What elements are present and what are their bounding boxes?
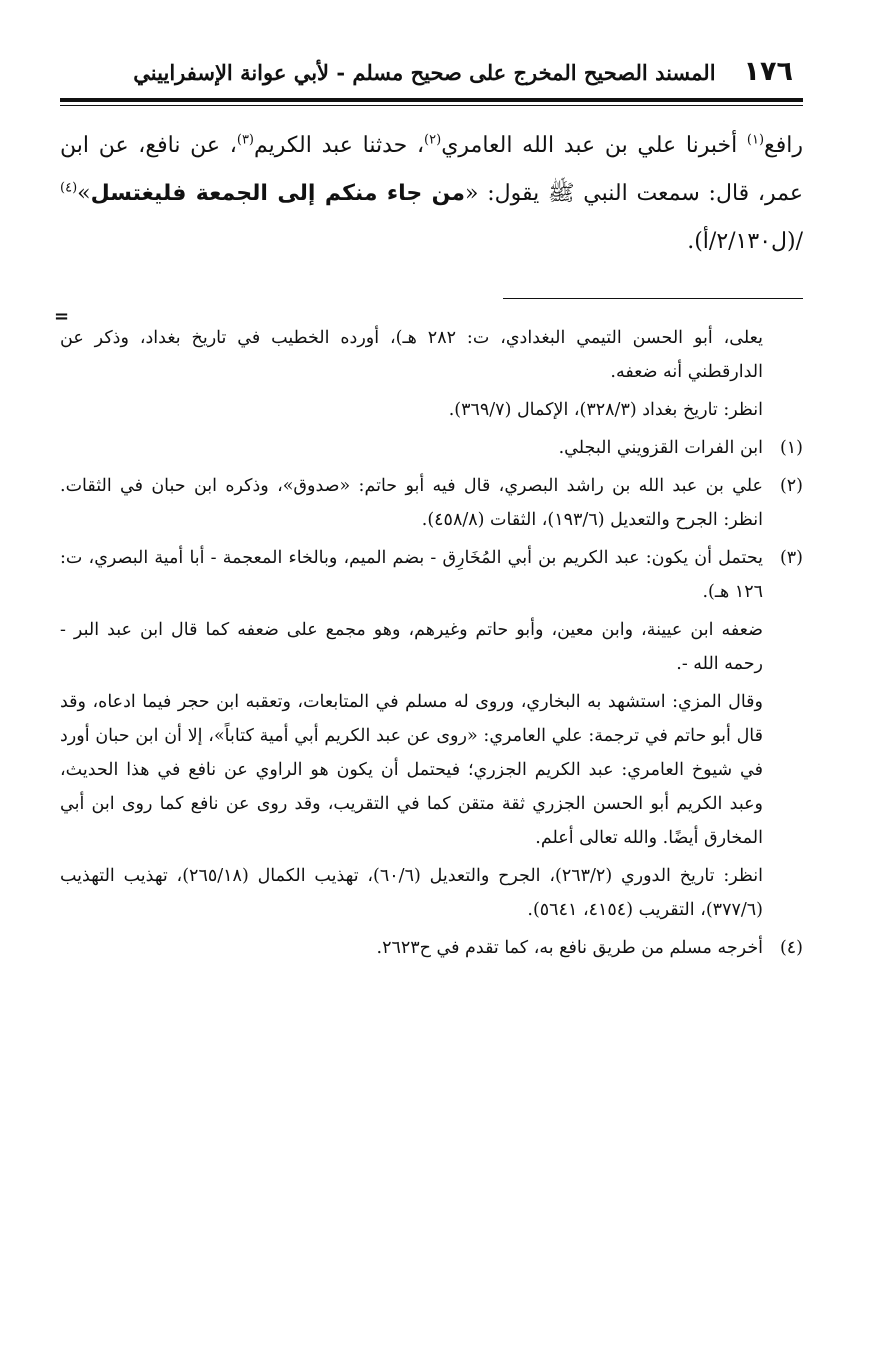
footnote-continuation: يعلى، أبو الحسن التيمي البغدادي، ت: ٢٨٢ هـ)، أورده الخطيب في تاريخ بغداد، وذكر عن الدارقطني أنه ضعفه. xyxy=(60,328,763,382)
page-header xyxy=(60,56,803,96)
footnote-number: (٣) xyxy=(779,548,803,568)
footnote-number: (١) xyxy=(779,438,803,458)
footnote-text: علي بن عبد الله بن راشد البصري، قال فيه أبو حاتم: «صدوق»، وذكره ابن حبان في الثقات. انظر: الجرح والتعديل (١٩٣/٦)، الثقات (٤٥٨/٨). xyxy=(60,476,763,530)
footnote-3-references: انظر: تاريخ الدوري (٢٦٣/٢)، الجرح والتعديل (٦٠/٦)، تهذيب الكمال (٢٦٥/١٨)، تهذيب التهذيب (٣٧٧/٦)، التقريب (٤١٥٤، ٥٦٤١). xyxy=(60,866,763,920)
hadith-text: من جاء منكم إلى الجمعة فليغتسل xyxy=(90,181,466,206)
footnote-1 xyxy=(60,431,803,465)
footnote-text: يحتمل أن يكون: عبد الكريم بن أبي المُخَارِق - بضم الميم، وبالخاء المعجمة - أبا أمية البصري، ت: ١٢٦ هـ). xyxy=(60,548,763,602)
footnote-number: (٤) xyxy=(779,938,803,958)
running-title: المسند الصحيح المخرج على صحيح مسلم - لأبي عوانة الإسفراييني xyxy=(133,60,716,85)
main-text-segment: رافع xyxy=(764,133,804,158)
footnote-2 xyxy=(60,469,803,537)
footnote-text: أخرجه مسلم من طريق نافع به، كما تقدم في ح٢٦٢٣. xyxy=(376,938,763,958)
footnote-3-paragraph: ضعفه ابن عيينة، وابن معين، وأبو حاتم وغيرهم، وهو مجمع على ضعفه كما قال ابن عبد البر - رحمه الله -. xyxy=(60,620,763,674)
main-text-segment: أخبرنا علي بن عبد الله العامري xyxy=(441,133,747,158)
footnotes xyxy=(60,321,803,965)
manuscript-reference: /(ل٢/١٣٠/أ). xyxy=(687,229,803,254)
main-text-segment: ، حدثنا عبد الكريم xyxy=(254,133,425,158)
continuation-mark: = xyxy=(54,306,70,327)
footnote-ref-3[interactable]: (٣) xyxy=(236,132,254,148)
footnote-number: (٢) xyxy=(779,476,803,496)
footnote-ref-2[interactable]: (٢) xyxy=(424,132,442,148)
footnote-3 xyxy=(60,541,803,609)
footnote-separator-row xyxy=(54,298,803,327)
main-text-segment: ، عن نافع، عن ابن عمر، قال: سمعت النبي ﷺ يقول: « xyxy=(60,133,803,206)
footnote-ref-4[interactable]: (٤) xyxy=(60,180,78,196)
header-rule-thick xyxy=(60,98,803,102)
footnote-3-paragraph: وقال المزي: استشهد به البخاري، وروى له مسلم في المتابعات، وتعقبه ابن حجر فيما ادعاه، وقد قال أبو حاتم في ترجمة: علي العامري: «روى عن عبد الكريم أبي أمية كتاباً»، إلا أن ابن حبان أورد في شيوخ العامري: عبد الكريم الجزري؛ فيحتمل أن يكون هو الراوي عن نافع في هذا الحديث، وعبد الكريم أبو الحسن الجزري ثقة متقن كما في التقريب، وقد روى عن نافع كما روى ابن أبي المخارق أيضًا. والله تعالى أعلم. xyxy=(60,692,763,848)
footnote-text: ابن الفرات القزويني البجلي. xyxy=(558,438,763,458)
header-rule-thin xyxy=(60,105,803,106)
footnote-4 xyxy=(60,931,803,965)
footnote-separator xyxy=(503,298,803,299)
book-page xyxy=(54,56,804,1332)
footnote-continuation-refs: انظر: تاريخ بغداد (٣٢٨/٣)، الإكمال (٣٦٩/٧). xyxy=(448,400,763,420)
main-text-segment: » xyxy=(77,181,91,206)
footnote-ref-1[interactable]: (١) xyxy=(746,132,765,148)
page-number: ١٧٦ xyxy=(743,56,793,87)
main-text xyxy=(60,122,803,266)
